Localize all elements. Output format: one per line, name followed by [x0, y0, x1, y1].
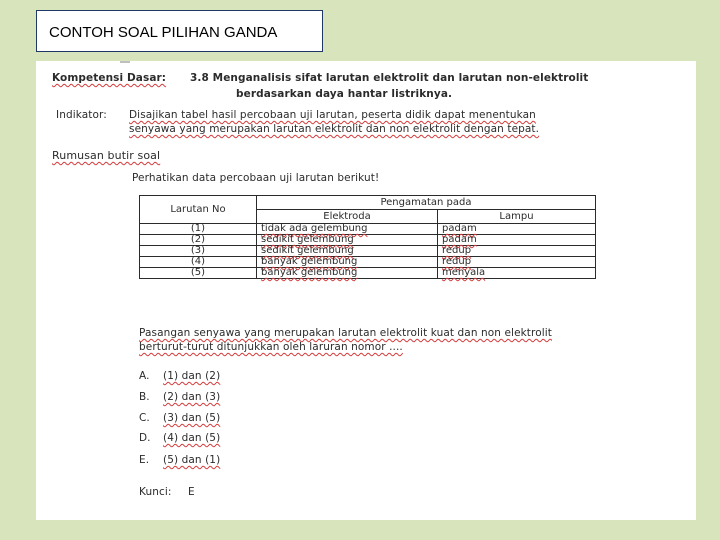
kompetensi-label: Kompetensi Dasar:	[52, 72, 167, 84]
question-text-line1: Pasangan senyawa yang merupakan larutan elektrolit kuat dan non elektrolit	[139, 327, 552, 339]
cell-lamp: padam	[438, 224, 596, 235]
col-header-electrode: Elektroda	[257, 210, 438, 224]
option-letter: C.	[139, 412, 150, 424]
table-row	[140, 235, 596, 246]
option-letter: E.	[139, 454, 150, 466]
col-header-lamp: Lampu	[438, 210, 596, 224]
col-header-group: Pengamatan pada	[257, 196, 596, 210]
cell-no: (2)	[140, 235, 257, 246]
document-image	[36, 61, 696, 520]
option-letter: A.	[139, 370, 150, 382]
kompetensi-text-line1: 3.8 Menganalisis sifat larutan elektrolit dan larutan non-elektrolit	[190, 72, 589, 84]
observation-table	[139, 195, 596, 279]
cell-electrode: sedikit gelembung	[257, 235, 438, 246]
table-row	[140, 246, 596, 257]
cell-lamp: redup	[438, 246, 596, 257]
question-text-line2: berturut-turut ditunjukkan oleh laruran nomor ....	[139, 341, 403, 353]
answer-key-value: E	[188, 486, 195, 498]
option-text: (2) dan (3)	[163, 391, 221, 403]
option-letter: B.	[139, 391, 150, 403]
indikator-label: Indikator:	[56, 109, 107, 121]
indikator-text-line2: senyawa yang merupakan larutan elektrolit dan non elektrolit dengan tepat.	[129, 123, 540, 135]
cell-no: (4)	[140, 257, 257, 268]
option-text: (5) dan (1)	[163, 454, 221, 466]
table-row	[140, 224, 596, 235]
cell-no: (1)	[140, 224, 257, 235]
page-marker	[120, 61, 130, 63]
cell-electrode: sedikit gelembung	[257, 246, 438, 257]
option-text: (1) dan (2)	[163, 370, 221, 382]
cell-electrode: tidak ada gelembung	[257, 224, 438, 235]
cell-electrode: banyak gelembung	[257, 257, 438, 268]
table-row	[140, 268, 596, 279]
cell-lamp: padam	[438, 235, 596, 246]
cell-lamp: redup	[438, 257, 596, 268]
indikator-text-line1: Disajikan tabel hasil percobaan uji larutan, peserta didik dapat menentukan	[129, 109, 536, 121]
option-text: (4) dan (5)	[163, 432, 221, 444]
cell-electrode: banyak gelembung	[257, 268, 438, 279]
instruction-text: Perhatikan data percobaan uji larutan berikut!	[132, 172, 380, 184]
col-header-solution: Larutan No	[140, 196, 257, 224]
cell-no: (3)	[140, 246, 257, 257]
option-text: (3) dan (5)	[163, 412, 221, 424]
slide-title: CONTOH SOAL PILIHAN GANDA	[36, 10, 323, 52]
table-row	[140, 257, 596, 268]
answer-key-label: Kunci:	[139, 486, 172, 498]
kompetensi-text-line2: berdasarkan daya hantar listriknya.	[236, 88, 453, 100]
cell-lamp: menyala	[438, 268, 596, 279]
rumusan-heading: Rumusan butir soal	[52, 149, 161, 162]
cell-no: (5)	[140, 268, 257, 279]
option-letter: D.	[139, 432, 151, 444]
